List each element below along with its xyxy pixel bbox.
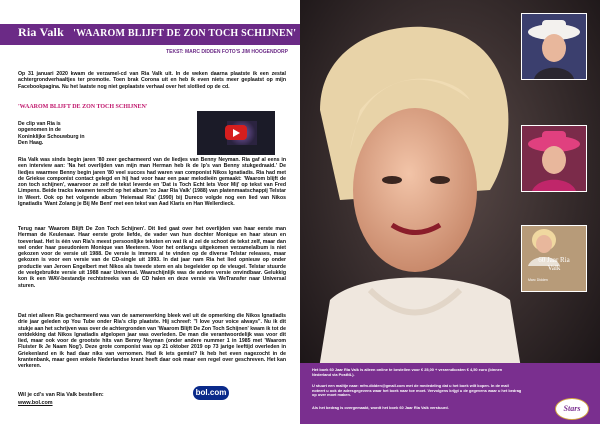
clip-caption: De clip van Ria is opgenomen in de Koninklijke Schouwburg in Den Haag. <box>18 121 85 146</box>
photo-credit: TEKST: MARC DIDDEN FOTO'S JIM HOOGENDORP <box>166 49 288 55</box>
promo-price: Het boek 60 Jaar Ria Valk is alleen online te bestellen voor € 25,00 + verzendkosten € 4,50 euro (binnen Nederland via PostNL). <box>312 367 503 377</box>
article-title <box>18 25 296 40</box>
body-paragraph-2: Terug naar 'Waarom Blijft De Zon Toch Schijnen'. Dit lied gaat over het overlijden van haar eerste man Herman de Keulenaar. Haar eerste grote liefde, de vader van hun dochter Monique en haar steun en toeverlaat. Het is één van Ria's meest persoonlijke teksten en wat ik al zei de schoot de tekst zelf, maar dan wel onder haar pseudoniem Monique van Meeteren. Voor het ontlangs uitgekomen verzamelalbum is niet gekozen voor de versie uit 1988. De versie is immers al te vinden op de diverse Telstar releases, maar gekozen is voor een versie van de CD-single uit 1993. In dat jaar nam Ria het lied opnieuw op onder productie van Jeroen Engelbert met Nikos als tweede stem en als begeleider op de vleugel. Telstar stuurde de veelgebruikte versie uit 1988 naar Universal. Waarschijnlijk was de andere versie onvindbaar. Gelukkig kon ik een WAV-bestandje rechtstreeks van de CD halen en deze versie via WeTransfer naar Universal sturen. <box>18 226 286 289</box>
section-heading: 'WAAROM BLIJFT DE ZON TOCH SCHIJNEN' <box>18 104 148 110</box>
promo-order: U stuurt een mailtje naar: mfm.didden@gmail.com met de mededeling dat u het boek wilt kopen. In de mail noteert u ook de adresgegevens waar het boek naar toe moet. Vervolgens krijgt u de gegevens waar u het bedrag op over moet maken. <box>312 383 522 398</box>
video-thumbnail[interactable] <box>197 111 275 155</box>
bol-link[interactable]: www.bol.com <box>18 400 53 406</box>
bol-logo[interactable]: bol.com <box>193 386 229 400</box>
order-text: Wil je cd's van Ria Valk bestellen: <box>18 392 104 398</box>
play-icon[interactable] <box>225 125 247 140</box>
body-paragraph-3: Dat niet alleen Ria gecharmeerd was van de samenwerking bleek wel uit de opmerking die Nikos Ignatiadis drie jaar geleden op You Tube onder Ria's clip plaatste. Hij schreef: "I love your voice always". Nu ik dit stukje aan het schrijven was over de achtergronden van 'Waarom Blijft De Zon Toch Schijnen' kwam ik tot de ontdekking dat Nikos Ignatiadis afgelopen jaar was overleden. De man die verantwoordelijk was voor dit lied, maar ook voor de grootste hits van Benny Neyman (onder andere nummer 1 in 1985 met 'Waarom Fluister Ik Je Naam Nog'). Deze grote componist was op 21 oktober 2019 op 73 jarige leeftijd overleden in Griekenland en ik had daar niks van vernomen. Had ik iets gemist? Ik heb het even nagezocht in de krantenbank, maar geen enkele Nederlandse krant heeft daar ook maar een regel over geschreven. Het kan verkeren. <box>18 313 286 370</box>
intro-paragraph: Op 31 januari 2020 kwam de verzamel-cd van Ria Valk uit. In de weken daarna plaatste ik een zestal achtergrondverhaaltjes ter promotie. Toen brak Corona uit en heb ik even niets meer geplaatst op mijn Facebookpagina. Nu het laatste nog niet geplaatste verhaal over het slotlied op de cd. <box>18 71 286 90</box>
stars-badge: Stars <box>555 398 589 420</box>
artist-name: Ria Valk <box>18 25 64 39</box>
book-cover <box>521 225 587 292</box>
promo-shipping: Als het bedrag is overgemaakt, wordt het boek 60 Jaar Ria Valk verstuurd. <box>312 405 449 410</box>
promo-box <box>300 363 600 424</box>
thumb-photo-pink-hat <box>521 125 587 192</box>
thumb-photo-white-hat <box>521 13 587 80</box>
book-title: 60 Jaar Ria Valk <box>538 256 570 272</box>
title-bar <box>0 24 300 45</box>
song-title: 'WAAROM BLIJFT DE ZON TOCH SCHIJNEN' <box>73 28 297 39</box>
book-author: Marc Didden <box>528 278 548 282</box>
body-paragraph-1: Ria Valk was sinds begin jaren '80 zeer gecharmeerd van de liedjes van Benny Neyman. Ria gaf al eens in een interview aan: 'Na het overlijden van mijn man Herman heb ik de lp's van Benny stukgedraaid.' De liedjes waarmee Benny begin jaren '80 veel succes had waren van componist Nikos Ignatiadis. Ria had met de Griekse componist contact gelegd en hij had voor haar een paar melodieën gemaakt: 'Waarom blijft de zon toch schijnen', waarvoor ze zelf de tekst leverde en 'Dat is Toch Echt Iets Voor Mij' op tekst van Fred Limpens. Beide tracks kwamen terecht op het album 'zo Jaar Ria Valk' (1988) van platenmaatschappij Telstar in Weert. Ook op het volgende album 'Heiemaal Ria' (1990) bij Dureco volgde nog een lied van Nikos Ignatiadis 'Want Zolang je Bij Me Bent' met een tekst van Aad Klaris en Han Wellerdieck. <box>18 157 286 208</box>
right-page <box>300 0 600 424</box>
